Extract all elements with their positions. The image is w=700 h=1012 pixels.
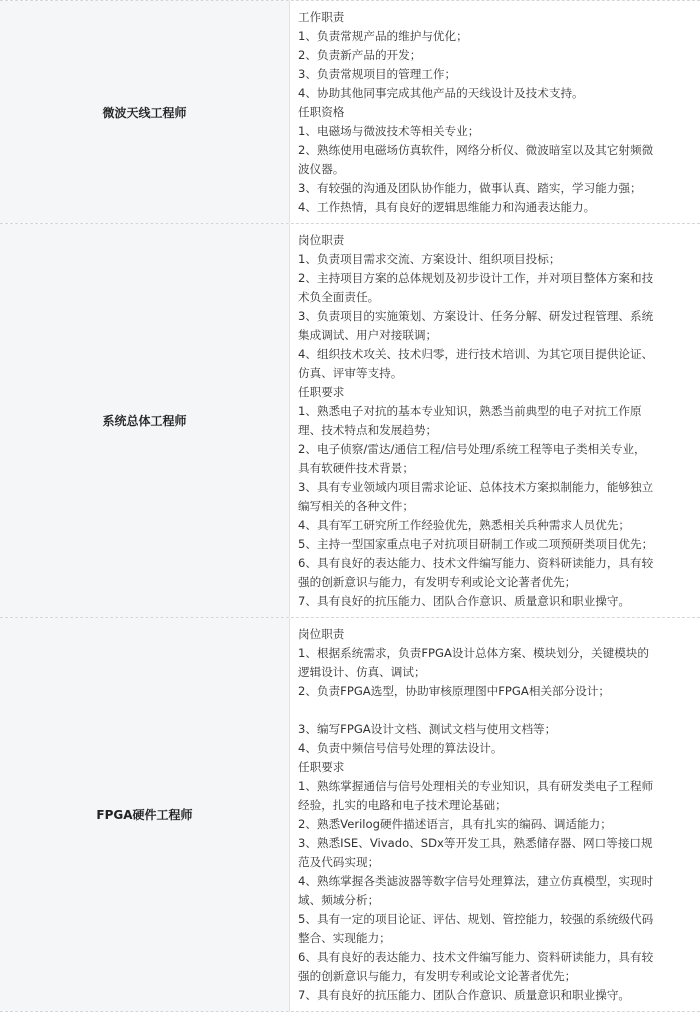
- description-line: 经验，扎实的电路和电子技术理论基础；: [298, 798, 507, 812]
- description-line: 2、熟悉Verilog硬件描述语言，具有扎实的编码、调适能力；: [298, 817, 612, 831]
- description-line: 4、协助其他同事完成其他产品的天线设计及技术支持。: [298, 86, 584, 100]
- job-row: [0, 617, 700, 1012]
- job-row: [0, 0, 700, 223]
- description-line: 7、具有良好的抗压能力、团队合作意识、质量意识和职业操守。: [298, 988, 631, 1002]
- description-line: 任职要求: [298, 385, 345, 399]
- job-description: [290, 1, 700, 223]
- description-line: 1、电磁场与微波技术等相关专业；: [298, 124, 480, 138]
- description-line: 4、熟练掌握各类滤波器等数字信号处理算法，建立仿真模型，实现时: [298, 874, 654, 888]
- description-line: 理、技术特点和发展趋势；: [298, 423, 438, 437]
- description-line: 范及代码实现；: [298, 855, 380, 869]
- description-line: 3、负责项目的实施策划、方案设计、任务分解、研发过程管理、系统: [298, 309, 654, 323]
- description-line: 岗位职责: [298, 627, 345, 641]
- description-line: 4、具有军工研究所工作经验优先，熟悉相关兵种需求人员优先；: [298, 518, 631, 532]
- description-line: [298, 701, 692, 720]
- description-line: 1、负责项目需求交流、方案设计、组织项目投标；: [298, 252, 561, 266]
- description-line: 强的创新意识与能力，有发明专利或论文论著者优先；: [298, 575, 577, 589]
- description-line: 3、负责常规项目的管理工作；: [298, 67, 457, 81]
- description-line: 2、熟练使用电磁场仿真软件，网络分析仪、微波暗室以及其它射频微: [298, 143, 654, 157]
- description-line: 6、具有良好的表达能力、技术文件编写能力、资料研读能力，具有较: [298, 950, 654, 964]
- description-line: 7、具有良好的抗压能力、团队合作意识、质量意识和职业操守。: [298, 594, 631, 608]
- description-line: 集成调试、用户对接联调；: [298, 328, 438, 342]
- description-line: 3、熟悉ISE、Vivado、SDx等开发工具，熟悉储存器、网口等接口规: [298, 836, 653, 850]
- description-line: 2、电子侦察/雷达/通信工程/信号处理/系统工程等电子类相关专业，: [298, 442, 646, 456]
- job-description: [290, 618, 700, 1011]
- description-line: 术负全面责任。: [298, 290, 380, 304]
- description-line: 工作职责: [298, 10, 345, 24]
- description-line: 1、根据系统需求，负责FPGA设计总体方案、模块划分，关键模块的: [298, 646, 649, 660]
- description-line: 4、工作热情，具有良好的逻辑思维能力和沟通表达能力。: [298, 200, 596, 214]
- description-line: 逻辑设计、仿真、调试；: [298, 665, 426, 679]
- description-line: 3、有较强的沟通及团队协作能力，做事认真、踏实，学习能力强；: [298, 181, 642, 195]
- description-line: 任职资格: [298, 105, 345, 119]
- description-line: 岗位职责: [298, 233, 345, 247]
- description-line: 1、负责常规产品的维护与优化；: [298, 29, 468, 43]
- description-line: 1、熟悉电子对抗的基本专业知识，熟悉当前典型的电子对抗工作原: [298, 404, 642, 418]
- description-line: 1、熟练掌握通信与信号处理相关的专业知识，具有研发类电子工程师: [298, 779, 654, 793]
- description-line: 域、频域分析；: [298, 893, 380, 907]
- description-line: 3、具有专业领域内项目需求论证、总体技术方案拟制能力，能够独立: [298, 480, 654, 494]
- description-line: 5、主持一型国家重点电子对抗项目研制工作或二项预研类项目优先；: [298, 537, 654, 551]
- description-line: 整合、实现能力；: [298, 931, 391, 945]
- description-line: 4、负责中频信号信号处理的算法设计。: [298, 741, 503, 755]
- description-line: 具有软硬件技术背景；: [298, 461, 414, 475]
- description-line: 2、负责FPGA选型，协助审核原理图中FPGA相关部分设计；: [298, 684, 610, 698]
- description-line: 5、具有一定的项目论证、评估、规划、管控能力，较强的系统级代码: [298, 912, 654, 926]
- job-row: [0, 223, 700, 617]
- description-line: 6、具有良好的表达能力、技术文件编写能力、资料研读能力，具有较: [298, 556, 654, 570]
- description-line: 仿真、评审等支持。: [298, 366, 403, 380]
- description-line: 强的创新意识与能力，有发明专利或论文论著者优先；: [298, 969, 577, 983]
- description-line: 2、主持项目方案的总体规划及初步设计工作，并对项目整体方案和技: [298, 271, 654, 285]
- description-line: 2、负责新产品的开发；: [298, 48, 422, 62]
- description-line: 3、编写FPGA设计文档、测试文档与使用文档等；: [298, 722, 557, 736]
- description-line: 波仪器。: [298, 162, 345, 176]
- description-line: 任职要求: [298, 760, 345, 774]
- job-title: 系统总体工程师: [0, 224, 290, 617]
- job-title: 微波天线工程师: [0, 1, 290, 223]
- description-line: 4、组织技术攻关、技术归零，进行技术培训、为其它项目提供论证、: [298, 347, 654, 361]
- job-description: [290, 224, 700, 617]
- job-title: FPGA硬件工程师: [0, 618, 290, 1011]
- description-line: 编写相关的各种文件；: [298, 499, 414, 513]
